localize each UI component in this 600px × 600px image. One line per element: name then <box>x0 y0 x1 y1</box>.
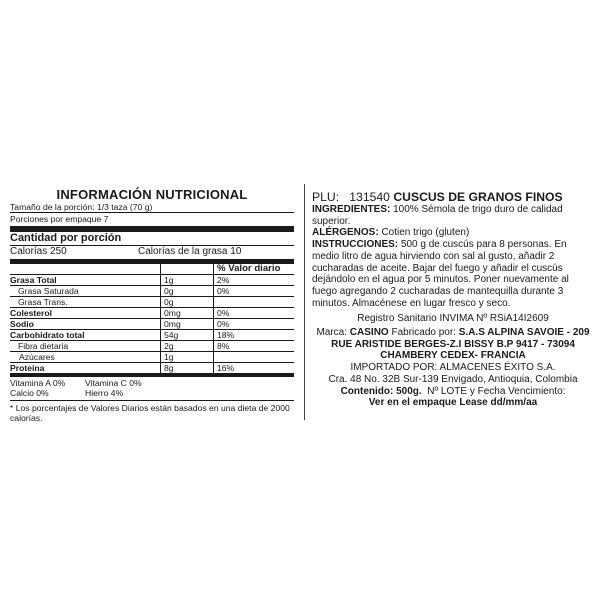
table-row: Fibra dietaria 2g 8% <box>10 340 294 351</box>
importer: IMPORTADO POR: ALMACENES ÉXITO S.A. <box>350 362 556 374</box>
plu-number: 131540 <box>349 190 390 204</box>
plu-line <box>312 190 594 204</box>
rule <box>10 212 294 213</box>
table-row: Grasa Total 1g 2% <box>10 274 294 285</box>
vitamin-row: Vitamina A 0% Vitamina C 0% <box>10 377 142 388</box>
allergens-label: ALÉRGENOS: <box>312 227 379 239</box>
expiry-note: Ver en el empaque Lease dd/mm/aa <box>368 397 538 409</box>
brand-line: Marca: CASINO Fabricado por: S.A.S ALPINA SAVOIE - 209 <box>316 327 590 339</box>
daily-value-footnote: * Los porcentajes de Valores Diarios están basados en una dieta de 2000 calorías. <box>10 402 290 423</box>
lot-label: Nº LOTE y Fecha Vencimiento: <box>427 385 566 397</box>
nutrient-table <box>10 264 294 377</box>
calories-from-fat: Calorías de la grasa 10 <box>138 245 242 257</box>
servings-per-container: Porciones por empaque 7 <box>10 214 109 225</box>
manufacturer-city: CHAMBERY CEDEX- FRANCIA <box>380 350 526 362</box>
product-info-panel <box>312 190 594 409</box>
table-row: Grasa Trans. 0g <box>10 296 294 307</box>
table-row: Sodio 0mg 0% <box>10 318 294 329</box>
sanitary-registration: Registro Sanitario INVIMA Nº RSiA14I2609 <box>357 313 549 325</box>
table-row: Grasa Saturada 0g 0% <box>10 285 294 296</box>
net-content: Contenido: 500g. <box>340 385 422 397</box>
ingredients-text: 100% Sémola de trigo duro de calidad superior. <box>312 204 563 227</box>
importer-address: Cra. 48 No. 32B Sur-139 Envigado, Antioquia, Colombia <box>328 373 578 385</box>
content-lot-line <box>312 386 594 398</box>
allergens <box>312 227 594 239</box>
nutrition-facts-panel <box>10 188 294 423</box>
nutrition-title: INFORMACIÓN NUTRICIONAL <box>56 187 248 202</box>
rule <box>10 400 294 401</box>
serving-size: Tamaño de la porción: 1/3 taza (70 g) <box>10 202 153 212</box>
table-header <box>10 264 294 275</box>
daily-value-header: % Valor diario <box>214 264 295 275</box>
product-name: CUSCUS DE GRANOS FINOS <box>393 190 563 204</box>
instructions <box>312 239 594 309</box>
vitamin-row: Calcio 0% Hierro 4% <box>10 388 124 399</box>
instructions-text: 500 g de cuscús para 8 personas. En medio litro de agua hirviendo con sal al gusto, añadir 2 cucharadas de aceite. Bajar del fuego y añadir el cuscús dejándolo en el agua por 5 minutos. Poner nuevamente al fuego agregando 2 cucharadas de mantequilla durante 3 minutos. Almacénese en lugar fresco y seco. <box>312 239 569 309</box>
table-row: Proteina 8g 16% <box>10 362 294 375</box>
instructions-label: INSTRUCCIONES: <box>312 239 399 251</box>
table-row: Carbohidrato total 54g 18% <box>10 329 294 340</box>
manufacturer-address: RUE ARISTIDE BERGES-Z.I BISSY B.P 9417 - 73094 <box>331 338 575 350</box>
calories: Calorías 250 <box>10 245 67 257</box>
brand-name: CASINO <box>349 327 389 339</box>
panel-divider <box>304 184 305 420</box>
table-row: Azúcares 1g <box>10 351 294 362</box>
ingredients <box>312 204 594 227</box>
amount-per-serving: Cantidad por porción <box>10 231 122 244</box>
table-row: Colesterol 0mg 0% <box>10 307 294 318</box>
plu-label: PLU: <box>312 190 340 204</box>
allergens-text: Cotien trigo (gluten) <box>381 227 470 239</box>
calories-row <box>10 246 294 258</box>
ingredients-label: INGREDIENTES: <box>312 204 391 215</box>
